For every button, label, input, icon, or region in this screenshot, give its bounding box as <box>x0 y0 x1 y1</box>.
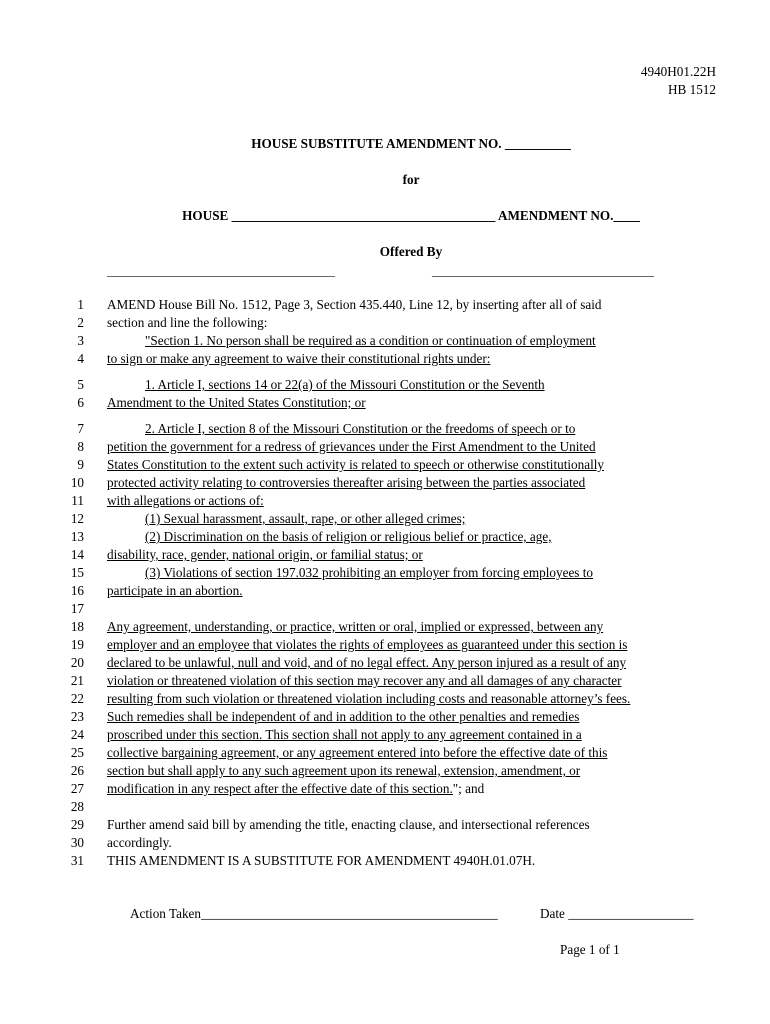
line-text: participate in an abortion. <box>107 583 243 598</box>
line-text: (3) Violations of section 197.032 prohibiting an employer from forcing employees to <box>145 565 593 580</box>
amendment-title: HOUSE SUBSTITUTE AMENDMENT NO. __________ <box>251 136 571 151</box>
line-text: Amendment to the United States Constitution; or <box>107 395 366 410</box>
line-number: 23 <box>70 709 84 724</box>
line-number: 4 <box>77 351 84 366</box>
line-number: 2 <box>77 315 84 330</box>
line-number: 14 <box>70 547 84 562</box>
line-number: 15 <box>70 565 84 580</box>
line-text: THIS AMENDMENT IS A SUBSTITUTE FOR AMENDMENT 4940H.01.07H. <box>107 853 536 868</box>
line-number: 11 <box>71 493 84 508</box>
line-text: (1) Sexual harassment, assault, rape, or other alleged crimes; <box>145 511 466 526</box>
line-text: section but shall apply to any such agreement upon its renewal, extension, amendment, or <box>107 763 581 778</box>
line-text: proscribed under this section. This section shall not apply to any agreement contained in a <box>107 727 582 742</box>
line-text: collective bargaining agreement, or any agreement entered into before the effective date of this <box>107 745 608 760</box>
line-text: protected activity relating to controversies thereafter arising between the parties associated <box>107 475 586 490</box>
line-text-underlined: modification in any respect after the effective date of this section. <box>107 781 453 796</box>
line-number: 5 <box>77 377 84 392</box>
line-number: 10 <box>70 475 84 490</box>
date-field: Date ___________________ <box>540 906 694 921</box>
line-number: 1 <box>77 297 84 312</box>
for-label: for <box>402 172 420 187</box>
page-number: Page 1 of 1 <box>560 942 620 957</box>
line-text: Any agreement, understanding, or practice, written or oral, implied or expressed, between any <box>107 619 604 634</box>
line-text: 1. Article I, sections 14 or 22(a) of the Missouri Constitution or the Seventh <box>145 377 545 392</box>
line-text: States Constitution to the extent such activity is related to speech or otherwise constitutionally <box>107 457 604 472</box>
line-number: 6 <box>77 395 84 410</box>
line-text: employer and an employee that violates the rights of employees as guaranteed under this section is <box>107 637 628 652</box>
line-number: 17 <box>70 601 84 616</box>
line-number: 9 <box>77 457 84 472</box>
line-number: 26 <box>70 763 84 778</box>
line-number: 16 <box>70 583 84 598</box>
line-text: 2. Article I, section 8 of the Missouri Constitution or the freedoms of speech or to <box>145 421 576 436</box>
line-number: 18 <box>70 619 84 634</box>
line-text: AMEND House Bill No. 1512, Page 3, Section 435.440, Line 12, by inserting after all of said <box>107 297 602 312</box>
line-number: 30 <box>70 835 84 850</box>
line-text: (2) Discrimination on the basis of religion or religious belief or practice, age, <box>145 529 552 544</box>
line-number: 19 <box>70 637 84 652</box>
sponsor-signature-line-right: _____________________________________ <box>432 264 654 278</box>
sponsor-signature-line-left: ______________________________________ <box>107 264 335 278</box>
line-number: 24 <box>70 727 84 742</box>
line-text: to sign or make any agreement to waive their constitutional rights under: <box>107 351 491 366</box>
line-text: Such remedies shall be independent of and in addition to the other penalties and remedies <box>107 709 580 724</box>
line-number: 28 <box>70 799 84 814</box>
line-number: 20 <box>70 655 84 670</box>
line-text-tail: "; and <box>452 781 485 796</box>
house-amendment-line: HOUSE ________________________________________ AMENDMENT NO.____ <box>182 208 640 223</box>
line-text: Further amend said bill by amending the title, enacting clause, and intersectional references <box>107 817 590 832</box>
bill-number: HB 1512 <box>668 82 716 97</box>
line-number: 31 <box>70 853 84 868</box>
line-text: with allegations or actions of: <box>107 493 264 508</box>
line-text: resulting from such violation or threatened violation including costs and reasonable attorney’s fees. <box>107 691 631 706</box>
line-text: accordingly. <box>107 835 172 850</box>
line-text: disability, race, gender, national origin, or familial status; or <box>107 547 423 562</box>
line-number: 22 <box>70 691 84 706</box>
line-text: "Section 1. No person shall be required as a condition or continuation of employment <box>145 333 596 348</box>
line-number: 7 <box>77 421 84 436</box>
line-text: section and line the following: <box>107 315 268 330</box>
line-number: 25 <box>70 745 84 760</box>
offered-by-label: Offered By <box>379 244 443 259</box>
line-number: 21 <box>70 673 84 688</box>
line-text: declared to be unlawful, null and void, and of no legal effect. Any person injured as a result of any <box>107 655 627 670</box>
line-text <box>107 781 484 797</box>
line-number: 3 <box>77 333 84 348</box>
line-number: 12 <box>70 511 84 526</box>
line-text: violation or threatened violation of this section may recover any and all damages of any character <box>107 673 622 688</box>
document-id: 4940H01.22H <box>640 64 716 79</box>
line-number: 27 <box>70 781 84 796</box>
line-number: 8 <box>77 439 84 454</box>
line-text: petition the government for a redress of grievances under the First Amendment to the United <box>107 439 596 454</box>
action-taken-field: Action Taken_____________________________________________ <box>130 906 498 921</box>
line-number: 13 <box>70 529 84 544</box>
line-number: 29 <box>70 817 84 832</box>
